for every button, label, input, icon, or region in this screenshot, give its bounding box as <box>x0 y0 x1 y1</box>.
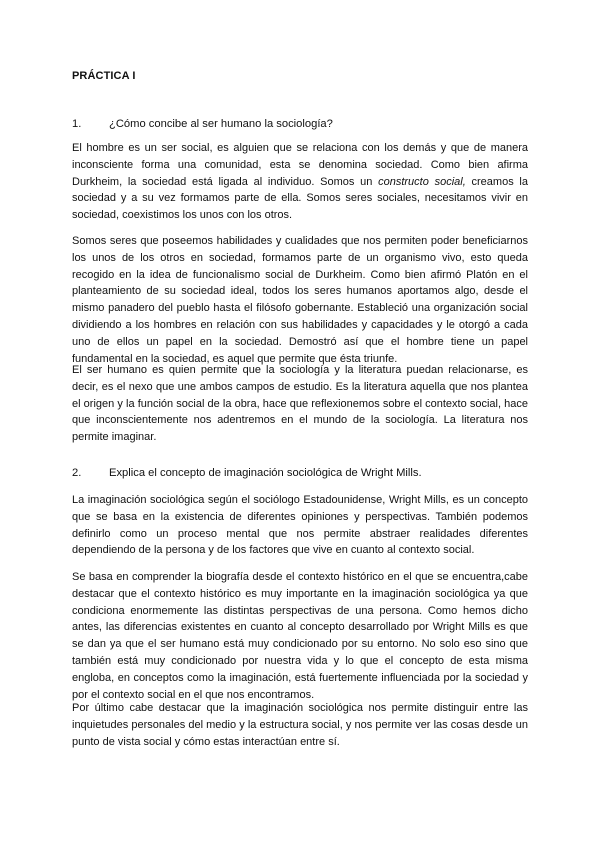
section1-paragraph-1 <box>72 140 528 224</box>
section2-paragraph-2: Se basa en comprender la biografía desde el contexto histórico en el que se encuentra,cabe destacar que el contexto histórico es muy importante en la imaginación sociológica ya que condiciona enormemente las distintas perspectivas de una persona. Como hemos dicho antes, las diferencias existentes en cuanto al concepto desarrollado por Wright Mills es que se dan ya que el ser humano está muy condicionado por su entorno. No solo eso sino que también está muy condicionado por nuestra vida y lo que el concepto de esta misma engloba, en conceptos como la imaginación, está fuertemente influenciada por la sociedad y por el contexto social en el que nos encontramos. <box>72 571 528 701</box>
section1-paragraph-2: Somos seres que poseemos habilidades y cualidades que nos permiten poder beneficiarnos los unos de los otros en sociedad, formamos parte de un organismo vivo, esto queda recogido en la idea de funcionalismo social de Durkheim. Como bien afirmó Platón en el planteamiento de su sociedad ideal, todos los seres humanos aportamos algo, desde el mismo panadero del pueblo hasta el filósofo gobernante. Estableció una organización social dividiendo a los hombres en relación con sus habilidades y capacidades y le otorgó a cada uno de ellos un papel en la sociedad. Demostró así que el hombre tiene un papel fundamental en la sociedad, es aquel que permite que ésta triunfe. <box>72 235 528 365</box>
question-1 <box>72 117 333 131</box>
page-title: PRÁCTICA I <box>72 70 136 82</box>
question-text: Explica el concepto de imaginación sociológica de Wright Mills. <box>109 467 422 479</box>
paragraph-text: creamos la sociedad y a su vez formamos parte de ella. Somos seres sociales, necesitamos vivir en sociedad, coexistimos los unos con los otros. <box>72 175 528 222</box>
paragraph-text: El hombre es un ser social, es alguien que se relaciona con los demás y que de manera inconsciente forma una comunidad, esta se denomina sociedad. Como bien afirma Durkheim, la sociedad está ligada al individuo. Somos un <box>72 142 528 188</box>
question-text: ¿Cómo concibe al ser humano la sociología? <box>109 118 333 130</box>
question-number: 2. <box>72 467 82 479</box>
section2-paragraph-1: La imaginación sociológica según el sociólogo Estadounidense, Wright Mills, es un concepto que se basa en la existencia de diferentes opiniones y perspectivas. También podemos definirlo como un proceso mental que nos permite abstraer realidades diferentes dependiendo de la persona y de los factores que vive en cuanto al contexto social. <box>72 494 528 557</box>
section2-paragraph-3: Por último cabe destacar que la imaginación sociológica nos permite distinguir entre las inquietudes personales del medio y la estructura social, y nos permite ver las cosas desde un punto de vista social y cómo estas interactúan entre sí. <box>72 702 528 748</box>
section1-paragraph-3: El ser humano es quien permite que la sociología y la literatura puedan relacionarse, es decir, es el nexo que une ambos campos de estudio. Es la literatura aquella que nos plantea el origen y la función social de la obra, hace que reflexionemos sobre el contexto social, hace que inconscientemente nos adentremos en el mundo de la sociología. La literatura nos permite imaginar. <box>72 364 528 444</box>
question-2 <box>72 466 422 480</box>
italic-text: constructo social, <box>378 175 466 188</box>
question-number: 1. <box>72 118 82 130</box>
